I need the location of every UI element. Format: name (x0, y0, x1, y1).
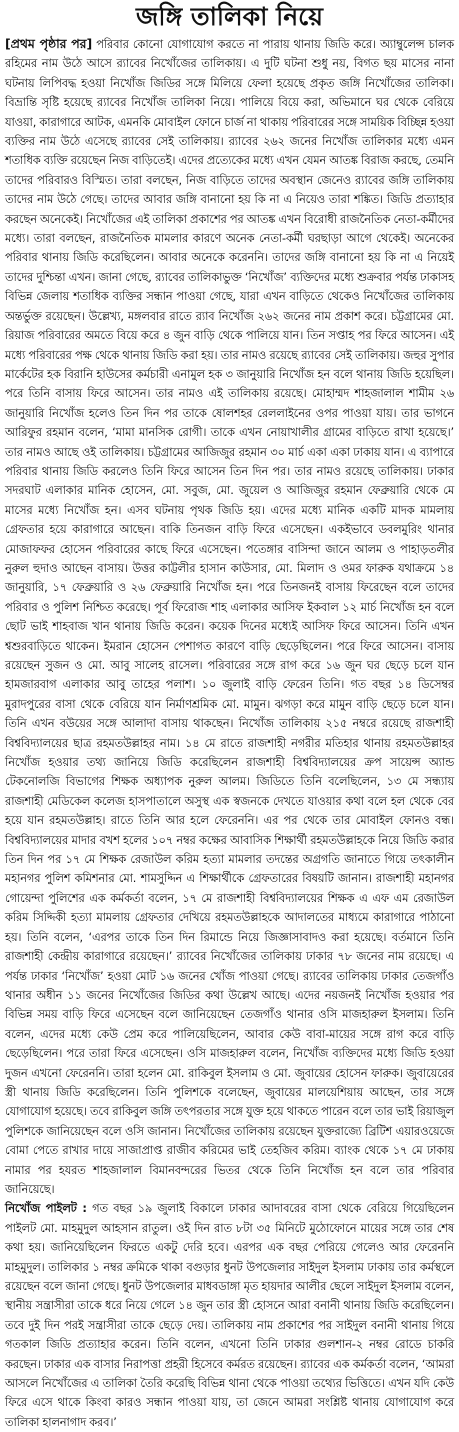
article-body (5, 34, 454, 1432)
subhead-missing-pilot: নিখোঁজ পাইলট : (5, 1202, 87, 1216)
headline: জঙ্গি তালিকা নিয়ে (136, 2, 323, 31)
paragraph-1-text: পরিবার কোনো যোগাযোগ করতে না পারায় থানায় জিডি করে। অ্যাম্বুলেন্স চালক রহিমের নাম উঠে আসে র‌্যাবের নিখোঁজের তালিকায়। এ দুটি ঘটনা শুধু নয়, বিগত ছয় মাসের নানা ঘটনায় লিপিবদ্ধ হওয়া নিখোঁজ জিডির সঙ্গে মিলিয়ে ফেলা হয়েছে প্রকৃত জঙ্গি নিখোঁজের তালিকা। বিভ্রান্তি সৃষ্টি হয়েছে র‌্যাবের নিখোঁজ তালিকা নিয়ে। পালিয়ে বিয়ে করা, অভিমানে ঘর থেকে বেরিয়ে যাওয়া, কারাগারে আটক, এমনকি মোবাইল ফোনে চার্জ না থাকায় পরিবারের সঙ্গে সাময়িক বিচ্ছিন্ন হওয়া ব্যক্তির নাম উঠে এসেছে র‌্যাবের সেই তালিকায়। র‌্যাবের ২৬২ জনের নিখোঁজ তালিকার মধ্যে এমন শতাধিক ব্যক্তি রয়েছেন নিজ বাড়িতেই। এদের প্রত্যেকের মধ্যে এখন যেমন আতঙ্ক বিরাজ করছে, তেমনি তাদের পরিবারও বিস্মিত। তারা বলছেন, নিজ বাড়িতে তাদের অবস্থান জেনেও র‌্যাবের জঙ্গি তালিকায় তাদের নাম উঠে গেছে। তাদের আবার জঙ্গি বানানো হয় কি না এ নিয়েও তারা শঙ্কিত। জিডি প্রত্যাহার করছেন অনেকেই। নিখোঁজের এই তালিকা প্রকাশের পর আতঙ্ক এখন বিরোধী রাজনৈতিক নেতা-কর্মীদের মধ্যে। তারা বলছেন, রাজনৈতিক মামলার কারণে অনেক নেতা-কর্মী ঘরছাড়া আগে থেকেই। অনেকের পরিবার থানায় জিডি করেছিলেন। আবার অনেকে করেননি। তাদের জঙ্গি বানানো হয় কি না এ নিয়েই তাদের দুশ্চিন্তা এখন। জানা গেছে, র‌্যাবের তালিকাভুক্ত ‘নিখোঁজ’ ব্যক্তিদের মধ্যে শুক্রবার পর্যন্ত ঢাকাসহ বিভিন্ন জেলায় শতাধিক ব্যক্তির সন্ধান পাওয়া গেছে, যারা এখন বাড়িতে থেকেও নিখোঁজের তালিকায় অন্তর্ভুক্ত রয়েছেন। উল্লেখ্য, মঙ্গলবার রাতে র‌্যাব নিখোঁজ ২৬২ জনের নাম প্রকাশ করে। চট্টগ্রামের মো. রিয়াজ পরিবারের অমতে বিয়ে করে ৪ জুন বাড়ি থেকে পালিয়ে যান। তিন সপ্তাহ পর ফিরে আসেন। এই মধ্যে পরিবারের পক্ষ থেকে থানায় জিডি করা হয়। তার নামও রয়েছে র‌্যাবের সেই তালিকায়। জহুর সুপার মার্কেটের হক বিরানি হাউসের কর্মচারী এনামুল হক ৩ জানুয়ারি নিখোঁজ হন বলে থানায় জিডি হয়েছিল। পরে তিনি বাসায় ফিরে আসেন। তার নামও এই তালিকায় রয়েছে। মোহাম্মদ শাহজালাল শামীম ২৬ জানুয়ারি নিখোঁজ হলেও তিন দিন পর তাকে ষোলশহর রেললাইনের ওপর পাওয়া যায়। তার ভাগনে আরিফুর রহমান বলেন, ‘মামা মানসিক রোগী। তাকে এখন নোয়াখালীর গ্রামের বাড়িতে রাখা হয়েছে।’ তার নামও আছে ওই তালিকায়। চট্টগ্রামের আজিজুর রহমান ৩০ মার্চ একা একা ঢাকায় যান। এ ব্যাপারে পরিবার থানায় জিডি করলেও তিনি ফিরে আসেন তিন দিন পর। তার নামও রয়েছে তালিকায়। ঢাকার সদরঘাট এলাকার মানিক হোসেন, মো. সবুজ, মো. জুয়েল ও আজিজুর রহমান ফেব্রুয়ারি থেকে মে মাসের মধ্যে নিখোঁজ হন। এসব ঘটনায় পৃথক জিডি হয়। এদের মধ্যে মানিক একটি মাদক মামলায় গ্রেফতার হয়ে কারাগারে আছেন। বাকি তিনজন বাড়ি ফিরে এসেছেন। একইভাবে ডবলমুরিং থানার মোজাফফর হোসেন পরিবারের কাছে ফিরে এসেছেন। পতেঙ্গার বাসিন্দা জানে আলম ও পাহাড়তলীর নুরুল হুদাও আছেন বাসায়। উত্তর কাট্টলীর হাসান কাউসার, মো. মিলাদ ও ওমর ফারুক যথাক্রমে ১৪ জানুয়ারি, ১৭ ফেব্রুয়ারি ও ২৬ ফেব্রুয়ারি নিখোঁজ হন। পরে তিনজনই বাসায় ফিরেছেন বলে তাদের পরিবার ও পুলিশ নিশ্চিত করেছে। পূর্ব ফিরোজ শাহ এলাকার আসিফ ইকবাল ১২ মার্চ নিখোঁজ হন বলে ছোট ভাই শাহবাজ খান থানায় জিডি করেন। কয়েক দিনের মধ্যেই আসিফ ফিরে আসেন। তিনি এখন শ্বশুরবাড়িতে থাকেন। ইমরান হোসেন পেশাগত কারণে বাড়ি ছেড়েছিলেন। পরে ফিরে আসেন। বাসায় রয়েছেন সুজন ও মো. আবু সালেহ রাসেল। পরিবারের সঙ্গে রাগ করে ১৬ জুন ঘর ছেড়ে চলে যান হামজারবাগ এলাকার আবু তাহের পলাশ। ১০ জুলাই বাড়ি ফেরেন তিনি। গত বছর ১৪ ডিসেম্বর মুরাদপুরের বাসা থেকে বেরিয়ে যান নির্মাণশ্রমিক মো. মামুন। ঝগড়া করে মামুন বাড়ি ছেড়ে চলে যান। তিনি এখন বউয়ের সঙ্গে আলাদা বাসায় থাকছেন। নিখোঁজ তালিকায় ২১৫ নম্বরে রয়েছে রাজশাহী বিশ্ববিদ্যালয়ের ছাত্র রহমতউল্লাহর নাম। ১৪ মে রাতে রাজশাহী নগরীর মতিহার থানায় রহমতউল্লাহর নিখোঁজ হওয়ার তথ্য জানিয়ে জিডি করেছিলেন রাজশাহী বিশ্ববিদ্যালয়ের ক্রপ সায়েন্স অ্যান্ড টেকনোলজি বিভাগের শিক্ষক অধ্যাপক নুরুল আলম। জিডিতে তিনি বলেছিলেন, ১৩ মে সন্ধ্যায় রাজশাহী মেডিকেল কলেজ হাসপাতালে অসুস্থ এক স্বজনকে দেখতে যাওয়ার কথা বলে হল থেকে বের হয়ে যান রহমতউল্লাহ। রাতে তিনি আর হলে ফেরেননি। এর পর থেকে তার মোবাইল ফোনও বন্ধ। বিশ্ববিদ্যালয়ের মাদার বখশ হলের ১০৭ নম্বর কক্ষের আবাসিক শিক্ষার্থী রহমতউল্লাহকে নিয়ে জিডি করার তিন দিন পর ১৭ মে শিক্ষক রেজাউল করিম হত্যা মামলার তদন্তের অগ্রগতি জানাতে গিয়ে তৎকালীন মহানগর পুলিশ কমিশনার মো. শামসুদ্দিন এ শিক্ষার্থীকে গ্রেফতারের বিষয়টি জানান। রাজশাহী মহানগর গোয়েন্দা পুলিশের এক কর্মকর্তা বলেন, ১৭ মে রাজশাহী বিশ্ববিদ্যালয়ের শিক্ষক এ এফ এম রেজাউল করিম সিদ্দিকী হত্যা মামলায় গ্রেফতার দেখিয়ে রহমতউল্লাহকে আদালতের মাধ্যমে কারাগারে পাঠানো হয়। তিনি বলেন, ‘এরপর তাকে তিন দিন রিমান্ডে নিয়ে জিজ্ঞাসাবাদও করা হয়েছে। বর্তমানে তিনি রাজশাহী কেন্দ্রীয় কারাগারে রয়েছেন।’ র‌্যাবের নিখোঁজের তালিকায় ঢাকার ৭৮ জনের নাম রয়েছে। এ পর্যন্ত ঢাকার ‘নিখোঁজ’ হওয়া মোট ১৬ জনের খোঁজ পাওয়া গেছে। র‌্যাবের তালিকায় ঢাকার তেজগাঁও থানার অধীন ১১ জনের নিখোঁজের জিডির কথা উল্লেখ আছে। এদের নয়জনই নিখোঁজ হওয়ার পর বিভিন্ন সময় বাড়ি ফিরে এসেছেন বলে জানিয়েছেন তেজগাঁও থানার ওসি মাজহারুল ইসলাম। তিনি বলেন, এদের মধ্যে কেউ প্রেম করে পালিয়েছিলেন, আবার কেউ বাবা-মায়ের সঙ্গে রাগ করে বাড়ি ছেড়েছিলেন। পরে তারা ফিরে এসেছেন। ওসি মাজহারুল বলেন, নিখোঁজ ব্যক্তিদের মধ্যে জিডি হওয়া দুজন এখনো ফেরেননি। তারা হলেন মো. রাকিবুল ইসলাম ও মো. জুবায়ের হোসেন ফারুক। জুবায়েরের স্ত্রী থানায় জিডি করেছিলেন। তিনি পুলিশকে বলেছেন, জুবায়ের মালয়েশিয়ায় আছেন, তার সঙ্গে যোগাযোগ হয়েছে। তবে রাকিবুল জঙ্গি তৎপরতার সঙ্গে যুক্ত হয়ে থাকতে পারেন বলে তার ভাই রিয়াজুল পুলিশকে জানিয়েছেন বলে ওসি জানান। নিখোঁজের তালিকায় রয়েছেন যুক্তরাজ্যে ব্রিটিশ এয়ারওয়েজে বোমা পেতে রাখার দায়ে সাজাপ্রাপ্ত রাজীব করিমের ভাই তেহজিব করিম। ব্যাংক থেকে ১৭ মে ঢাকায় নামার পর হযরত শাহজালাল বিমানবন্দরের ভিতর থেকে তিনি নিখোঁজ হন বলে তার পরিবার জানিয়েছে। (5, 38, 454, 1196)
article-paragraph-2 (5, 1199, 454, 1432)
continued-from-front-page-tag: [প্রথম পৃষ্ঠার পর] (5, 36, 93, 51)
article-paragraph-1 (5, 34, 454, 1199)
paragraph-2-text: গত বছর ১৯ জুলাই বিকালে ঢাকার আদাবরের বাসা থেকে বেরিয়ে গিয়েছিলেন পাইলট মো. মাহমুদুল আহসান রাতুল। ওই দিন রাত ৮টা ৩৫ মিনিটে মুঠোফোনে মায়ের সঙ্গে তার শেষ কথা হয়। জানিয়েছিলেন ফিরতে একটু দেরি হবে। এরপর এক বছর পেরিয়ে গেলেও আর ফেরেননি মাহমুদুল। তালিকার ১ নম্বর ক্রমিকে থাকা বগুড়ার ধুনট উপজেলার সাইদুল ইসলাম ঢাকায় তার কর্মস্থলে রয়েছেন বলে জানা গেছে। ধুনট উপজেলার মাধবডাঙ্গা মৃত হায়দার আলীর ছেলে সাইদুল ইসলাম বলেন, স্থানীয় সন্ত্রাসীরা তাকে ধরে নিয়ে গেলে ১৪ জুন তার স্ত্রী হোসনে আরা বনানী থানায় জিডি করেছিলেন। তবে দুই দিন পরই সন্ত্রাসীরা তাকে ছেড়ে দেয়। তালিকায় নাম প্রকাশের পর সাইদুল বনানী থানায় গিয়ে গতকাল জিডি প্রত্যাহার করেন। তিনি বলেন, এখনো তিনি ঢাকার গুলশান-২ নম্বর রোডে চাকরি করছেন। ঢাকার এক বাসার নিরাপত্তা প্রহরী হিসেবে কর্মরত রয়েছেন। র‌্যাবের এক কর্মকর্তা বলেন, ‘আমরা আসলে নিখোঁজের এ তালিকা তৈরি করেছি বিভিন্ন থানা থেকে পাওয়া তথ্যের ভিত্তিতে। এখন যদি কেউ ফিরে এসে থাকে কিংবা কারও সন্ধান পাওয়া যায়, তা জেনে আমরা সংশ্লিষ্ট থানায় যোগাযোগ করে তালিকা হালনাগাদ করব।’ (5, 1202, 455, 1429)
